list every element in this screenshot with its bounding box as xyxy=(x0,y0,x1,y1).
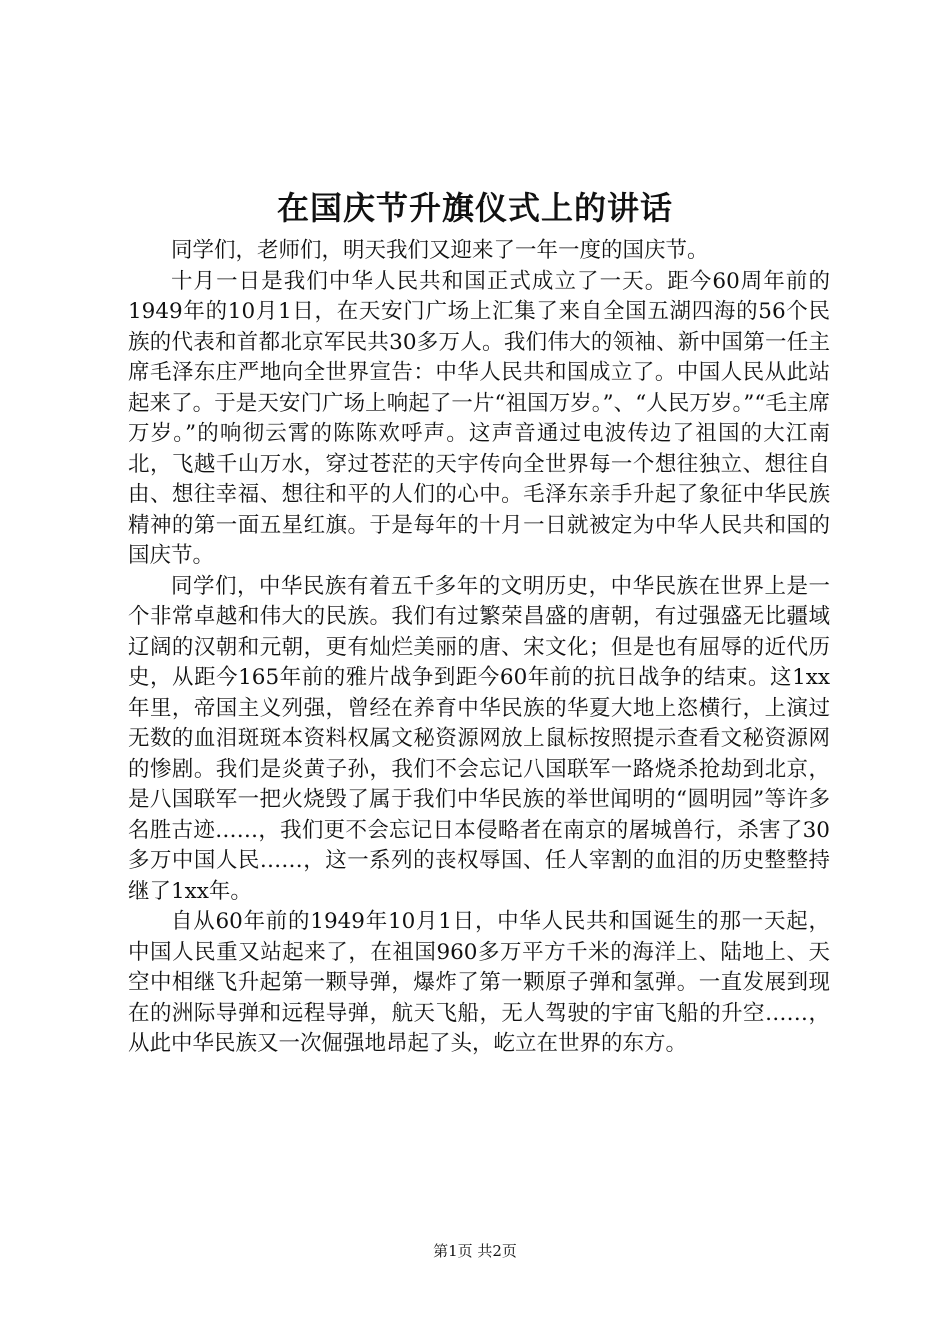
paragraph: 自从60年前的1949年10月1日，中华人民共和国诞生的那一天起，中国人民重又站起来了，在祖国960多万平方千米的海洋上、陆地上、天空中相继飞升起第一颗导弹，爆炸了第一颗原子弹和氢弹。一直发展到现在的洲际导弹和远程导弹，航天飞船，无人驾驶的宇宙飞船的升空……，从此中华民族又一次倔强地昂起了头，屹立在世界的东方。 xyxy=(128,909,830,1056)
paragraph: 同学们，老师们，明天我们又迎来了一年一度的国庆节。 xyxy=(171,238,709,263)
paragraph: 同学们，中华民族有着五千多年的文明历史，中华民族在世界上是一个非常卓越和伟大的民族。我们有过繁荣昌盛的唐朝，有过强盛无比疆域辽阔的汉朝和元朝，更有灿烂美丽的唐、宋文化；但是也有屈辱的近代历史，从距今165年前的雅片战争到距今60年前的抗日战争的结束。这1xx年里，帝国主义列强，曾经在养育中华民族的华夏大地上恣横行，上演过无数的血泪斑斑本资料权属文秘资源网放上鼠标按照提示查看文秘资源网的惨剧。我们是炎黄子孙，我们不会忘记八国联军一路烧杀抢劫到北京，是八国联军一把火烧毁了属于我们中华民族的举世闻明的“圆明园”等许多名胜古迹……，我们更不会忘记日本侵略者在南京的屠城兽行，杀害了30多万中国人民……，这一系列的丧权辱国、任人宰割的血泪的历史整整持继了1xx年。 xyxy=(128,573,830,904)
paragraph: 十月一日是我们中华人民共和国正式成立了一天。距今60周年前的1949年的10月1日，在天安门广场上汇集了来自全国五湖四海的56个民族的代表和首都北京军民共30多万人。我们伟大的领袖、新中国第一任主席毛泽东庄严地向全世界宣告：中华人民共和国成立了。中国人民从此站起来了。于是天安门广场上响起了一片“祖国万岁。”、“人民万岁。”“毛主席万岁。”的响彻云霄的陈陈欢呼声。这声音通过电波传边了祖国的大江南北，飞越千山万水，穿过苍茫的天宇传向全世界每一个想往独立、想往自由、想往幸福、想往和平的人们的心中。毛泽东亲手升起了象征中华民族精神的第一面五星红旗。于是每年的十月一日就被定为中华人民共和国的国庆节。 xyxy=(128,268,830,568)
page-number-footer: 第1页 共2页 xyxy=(433,1242,517,1260)
document-title: 在国庆节升旗仪式上的讲话 xyxy=(276,189,673,227)
document-body xyxy=(128,236,830,1060)
